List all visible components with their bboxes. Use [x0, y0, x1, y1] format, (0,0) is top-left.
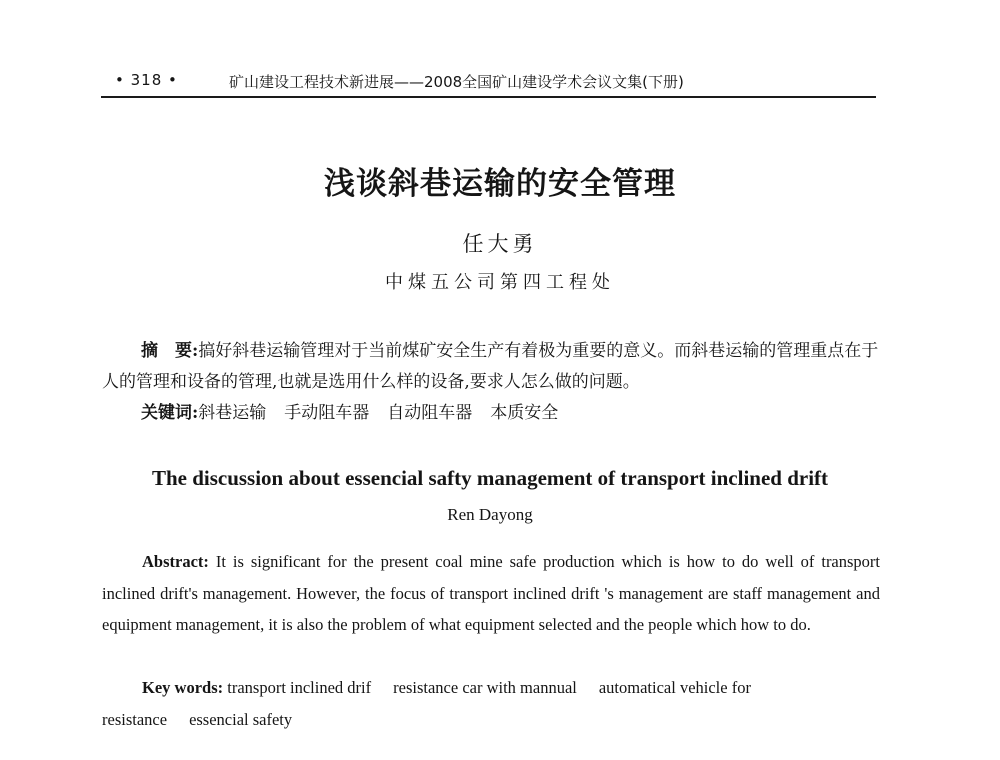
english-keywords-label: Key words: — [142, 678, 224, 697]
chinese-author: 任大勇 — [462, 232, 538, 256]
english-keywords — [102, 672, 880, 735]
chinese-abstract-text: 搞好斜巷运输管理对于当前煤矿安全生产有着极为重要的意义。而斜巷运输的管理重点在于人的管理和设备的管理,也就是选用什么样的设备,要求人怎么做的问题。 — [102, 341, 879, 392]
chinese-abstract — [102, 336, 882, 398]
chinese-keyword: 自动阻车器 — [387, 403, 473, 423]
chinese-keywords — [141, 398, 881, 429]
chinese-title: 浅谈斜巷运输的安全管理 — [324, 166, 676, 202]
chinese-keywords-label: 关键词: — [141, 403, 199, 423]
running-header — [101, 62, 876, 98]
english-abstract-label: Abstract: — [142, 552, 209, 571]
page-number: • 318 • — [115, 71, 178, 89]
english-abstract-text: It is significant for the present coal mine safe production which is how to do well of transport inclined drift's management. However, the focus of transport inclined drift 's management are staff management and equipment management, it is also the problem of what equipment selected and the people which how to do. — [102, 552, 881, 634]
running-title: 矿山建设工程技术新进展——2008全国矿山建设学术会议文集(下册) — [229, 73, 684, 91]
english-keyword: transport inclined drif — [227, 678, 372, 697]
english-title: The discussion about essencial safty management of transport inclined drift — [151, 466, 829, 490]
chinese-keyword: 本质安全 — [490, 403, 559, 423]
english-abstract — [102, 546, 880, 641]
chinese-keyword: 手动阻车器 — [284, 403, 370, 423]
english-keyword: automatical vehicle for resistance — [102, 678, 751, 729]
english-keyword: resistance car with mannual — [393, 678, 577, 697]
chinese-abstract-label: 摘 要: — [141, 341, 199, 361]
english-keyword: essencial safety — [189, 709, 293, 729]
english-author: Ren Dayong — [447, 505, 533, 524]
chinese-keyword: 斜巷运输 — [198, 403, 267, 423]
chinese-affiliation: 中煤五公司第四工程处 — [385, 272, 615, 293]
